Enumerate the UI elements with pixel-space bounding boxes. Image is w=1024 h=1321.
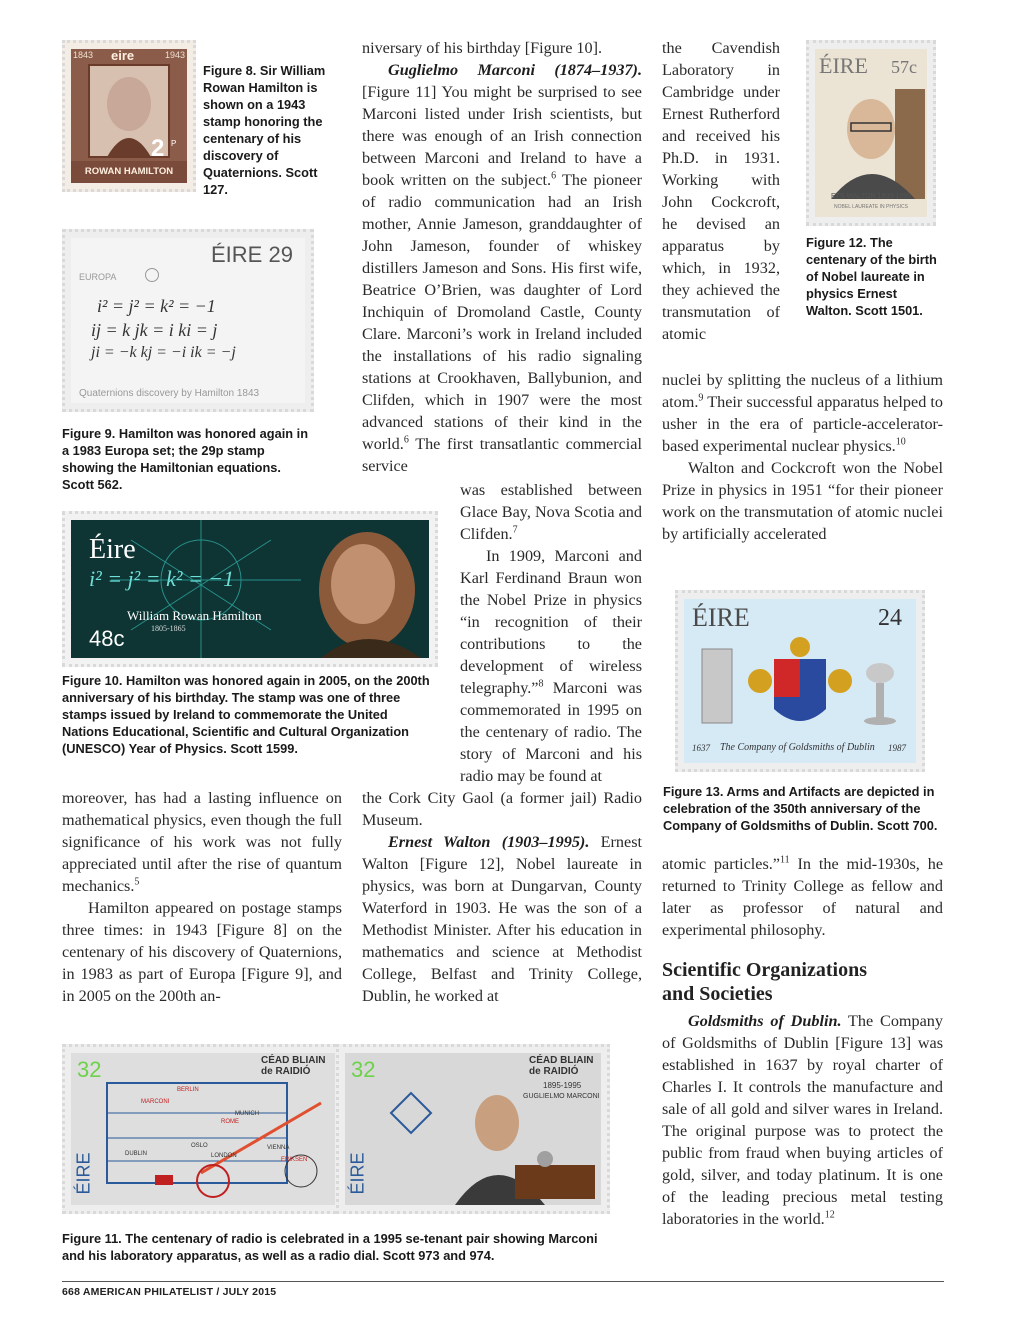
stamp-bottom-text: Quaternions discovery by Hamilton 1843: [79, 388, 260, 399]
figure-10-caption: Figure 10. Hamilton was honored again in 2005, on the 200th anniversary of his birthday. The stamp was one of three stamps issued by Ireland to commemorate the United Nations Educational, Scientific and Cultural Organization (UNESCO) Year of Physics. Scott 1599.: [62, 673, 430, 756]
figure-11-stamp-a: [62, 1044, 344, 1214]
paragraph: [662, 1010, 943, 1230]
figure-10-stamp: [62, 511, 438, 667]
equation-line-2: ij = k jk = i ki = j: [91, 320, 218, 340]
paragraph-text: nuclei by splitting the nucleus of a lithium atom.: [662, 371, 943, 411]
city-label: DUBLIN: [125, 1151, 148, 1157]
column-1-text: [62, 787, 342, 1007]
paragraph: [460, 479, 642, 545]
stamp-dates: 1805-1865: [151, 624, 186, 633]
stamp-country: ÉIRE: [73, 1152, 94, 1195]
figure-8-stamp: [62, 40, 196, 192]
paragraph-text: The first transatlantic commercial service: [362, 435, 642, 475]
footnote-ref: 12: [824, 1209, 835, 1221]
paragraph-text: Marconi was commemorated in 1995 on the centenary of radio. The story of Marconi and his radio may be found at: [460, 679, 643, 785]
stamp-country: eire: [111, 49, 135, 63]
stamp-year-right: 1943: [165, 50, 186, 60]
stamp-year-left: 1637: [692, 743, 710, 753]
figure-13-stamp: [675, 590, 925, 772]
figure-13-caption: Figure 13. Arms and Artifacts are depicted in celebration of the 350th anniversary of the Company of Goldsmiths of Dublin. Scott 700.: [663, 784, 938, 833]
paragraph-text: moreover, has had a lasting influence on mathematical physics, even though the full significance of his work was not fully appreciated until after the rise of quantum mechanics.: [62, 789, 342, 895]
stamp-year-left: 1843: [73, 50, 94, 60]
stamp-country: ÉIRE: [692, 603, 750, 632]
stamp-top-text: CÉAD BLIAIN de RAIDIÓ: [261, 1055, 326, 1077]
footnote-ref: 10: [895, 436, 906, 448]
paragraph-text: The Company of Goldsmiths of Dublin [Figure 13] was established in 1637 by royal charter of Charles I. It controls the manufacture and sale of all gold and silver wares in Ireland. The original purpose was to protect the public from fraud when buying articles of gold, silver, and today platinum. It is one of the leading precious metal testing laboratories in the world.: [662, 1012, 943, 1228]
paragraph: niversary of his birthday [Figure 10].: [362, 39, 603, 57]
stamp-top-text: CÉAD BLIAIN de RAIDIÓ: [529, 1055, 594, 1077]
stamp-name: William Rowan Hamilton: [127, 608, 262, 623]
column-2-text-inset: [460, 479, 642, 787]
section-run-in-head: Goldsmiths of Dublin.: [688, 1012, 842, 1030]
footnote-ref: 5: [134, 876, 140, 888]
city-label: ROME: [221, 1119, 239, 1125]
city-label: MARCONI: [141, 1099, 170, 1105]
figure-11-caption: Figure 11. The centenary of radio is celebrated in a 1995 se-tenant pair showing Marconi and his laboratory apparatus, as well as a radio dial. Scott 973 and 974.: [62, 1231, 598, 1263]
paragraph: [362, 59, 642, 477]
figure-9-stamp: [62, 229, 314, 412]
stamp-name: ETS WALTON 1903-1995: [830, 193, 912, 200]
footnote-ref: 11: [780, 854, 790, 866]
stamp-value-unit: P: [171, 139, 177, 148]
footnote-ref: 9: [698, 392, 704, 404]
stamp-value: 2: [151, 135, 165, 162]
stamp-country: ÉIRE: [819, 53, 868, 78]
paragraph: the Cavendish Laboratory in Cambridge under Ernest Rutherford and received his Ph.D. in 1931. Working with John Cockcroft, he devised an apparatus by which, in 1932, they achieved the transmutation of atomic: [662, 39, 780, 343]
paragraph-text: atomic particles.”: [662, 855, 780, 873]
europa-label: EUROPA: [79, 272, 117, 282]
page-footer: 668 AMERICAN PHILATELIST / JULY 2015: [62, 1286, 277, 1298]
city-label: VIENNA: [267, 1145, 290, 1151]
section-run-in-head: Ernest Walton (1903–1995).: [388, 833, 590, 851]
paragraph-text: In 1909, Marconi and Karl Ferdinand Braun won the Nobel Prize in physics “in recognition of their contributions to the development of wireless telegraphy.”: [460, 547, 642, 697]
stamp-middle-text: The Company of Goldsmiths of Dublin: [720, 742, 875, 753]
stamp-equation: i² = j² = k² = −1: [89, 566, 235, 591]
column-3-text-bottom: [662, 853, 943, 941]
column-3-text-goldsmiths: [662, 1010, 943, 1230]
paragraph: [362, 831, 642, 1007]
stamp-value: 57c: [891, 57, 917, 77]
section-heading-line: and Societies: [662, 983, 773, 1005]
stamp-name: ROWAN HAMILTON: [84, 166, 174, 177]
city-label: OSLO: [191, 1143, 208, 1149]
section-heading: [662, 958, 943, 1006]
stamp-value: 24: [878, 605, 902, 631]
stamp-country: ÉIRE 29: [211, 242, 293, 267]
paragraph-text: Ernest Walton [Figure 12], Nobel laureate in physics, was born at Dungarvan, County Waterford in 1903. He was the son of a Methodist Minister. After his education in mathematics and science at Methodist College, Belfast and Trinity College, Dublin, he worked at: [362, 833, 642, 1005]
equation-line-1: i² = j² = k² = −1: [97, 296, 216, 316]
equation-line-3: ji = −k kj = −i ik = −j: [91, 344, 236, 361]
paragraph: the Cork City Gaol (a former jail) Radio Museum.: [362, 789, 642, 829]
paragraph: [662, 369, 943, 457]
footnote-ref: 6: [403, 434, 409, 446]
stamp-value: 32: [77, 1057, 102, 1082]
stamp-year-right: 1987: [888, 743, 906, 753]
stamp-sub: NOBEL LAUREATE IN PHYSICS: [834, 204, 908, 210]
paragraph-text: In the mid-1930s, he returned to Trinity College as fellow and later as professor of natural and experimental philosophy.: [662, 855, 943, 939]
footer-rule: [62, 1281, 944, 1282]
city-label: BERLIN: [177, 1087, 199, 1093]
stamp-country: Éire: [89, 534, 136, 565]
paragraph-text: The pioneer of radio communication had an Irish mother, Annie Jameson, granddaughter of John Jameson, founder of whiskey distillers Jameson and Sons. His first wife, Beatrice O’Brien, was daughter of Lord Inchiquin of Dromoland Castle, County Clare. Marconi’s work in Ireland included the installations of his radio signaling stations at Crookhaven, Ballybunion, and Clifden, which in 1907 were the most advanced stations of their kind in the world.: [362, 171, 642, 453]
stamp-country: ÉIRE: [347, 1152, 368, 1195]
paragraph: Hamilton appeared on postage stamps three times: in 1943 [Figure 8] on the centenary of his discovery of Quaternions, in 1983 as part of Europa [Figure 9], and in 2005 on the 200th an-: [62, 899, 342, 1005]
stamp-name: GUGLIELMO MARCONI: [523, 1093, 600, 1100]
paragraph-text: was established between Glace Bay, Nova Scotia and Clifden.: [460, 481, 642, 543]
paragraph: [62, 787, 342, 897]
city-label: ERIKSEN: [281, 1157, 308, 1163]
column-2-text-bottom: [362, 787, 642, 1007]
footnote-ref: 6: [551, 170, 557, 182]
paragraph-text: [Figure 11] You might be surprised to see Marconi listed under Irish scientists, but there was enough of an Irish connection between Marconi and Ireland to have a book written on the subject.: [362, 83, 642, 189]
footnote-ref: 8: [538, 678, 544, 690]
city-label: LONDON: [211, 1153, 237, 1159]
figure-11-stamp-b: [336, 1044, 610, 1214]
hamilton-portrait-1943: [71, 49, 187, 183]
column-3-text-narrow: [662, 37, 780, 345]
column-2-text-top: [362, 37, 642, 477]
column-3-text-mid: [662, 369, 943, 545]
figure-12-stamp: [806, 40, 936, 226]
figure-8-caption: Figure 8. Sir William Rowan Hamilton is shown on a 1943 stamp honoring the centenary of his discovery of Quaternions. Scott 127.: [203, 63, 326, 197]
paragraph: [460, 545, 642, 787]
paragraph: [662, 853, 943, 941]
figure-12-caption: Figure 12. The centenary of the birth of Nobel laureate in physics Ernest Walton. Scott 1501.: [806, 235, 937, 318]
section-run-in-head: Guglielmo Marconi (1874–1937).: [388, 61, 642, 79]
paragraph: Walton and Cockcroft won the Nobel Prize in physics in 1951 “for their pioneer work on the transmutation of atomic nuclei by artificially accelerated: [662, 459, 943, 543]
europa-icon: [145, 268, 159, 282]
stamp-value: 48c: [89, 626, 125, 651]
stamp-years: 1895-1995: [543, 1081, 582, 1090]
footnote-ref: 7: [512, 524, 518, 536]
stamp-value: 32: [351, 1057, 376, 1082]
figure-9-caption: Figure 9. Hamilton was honored again in a 1983 Europa set; the 29p stamp showing the Hamiltonian equations. Scott 562.: [62, 426, 309, 492]
section-heading-line: Scientific Organizations: [662, 959, 867, 981]
paragraph-text: Their successful apparatus helped to usher in the era of particle-accelerator-based experimental nuclear physics.: [662, 393, 943, 455]
city-label: MUNICH: [235, 1111, 259, 1117]
